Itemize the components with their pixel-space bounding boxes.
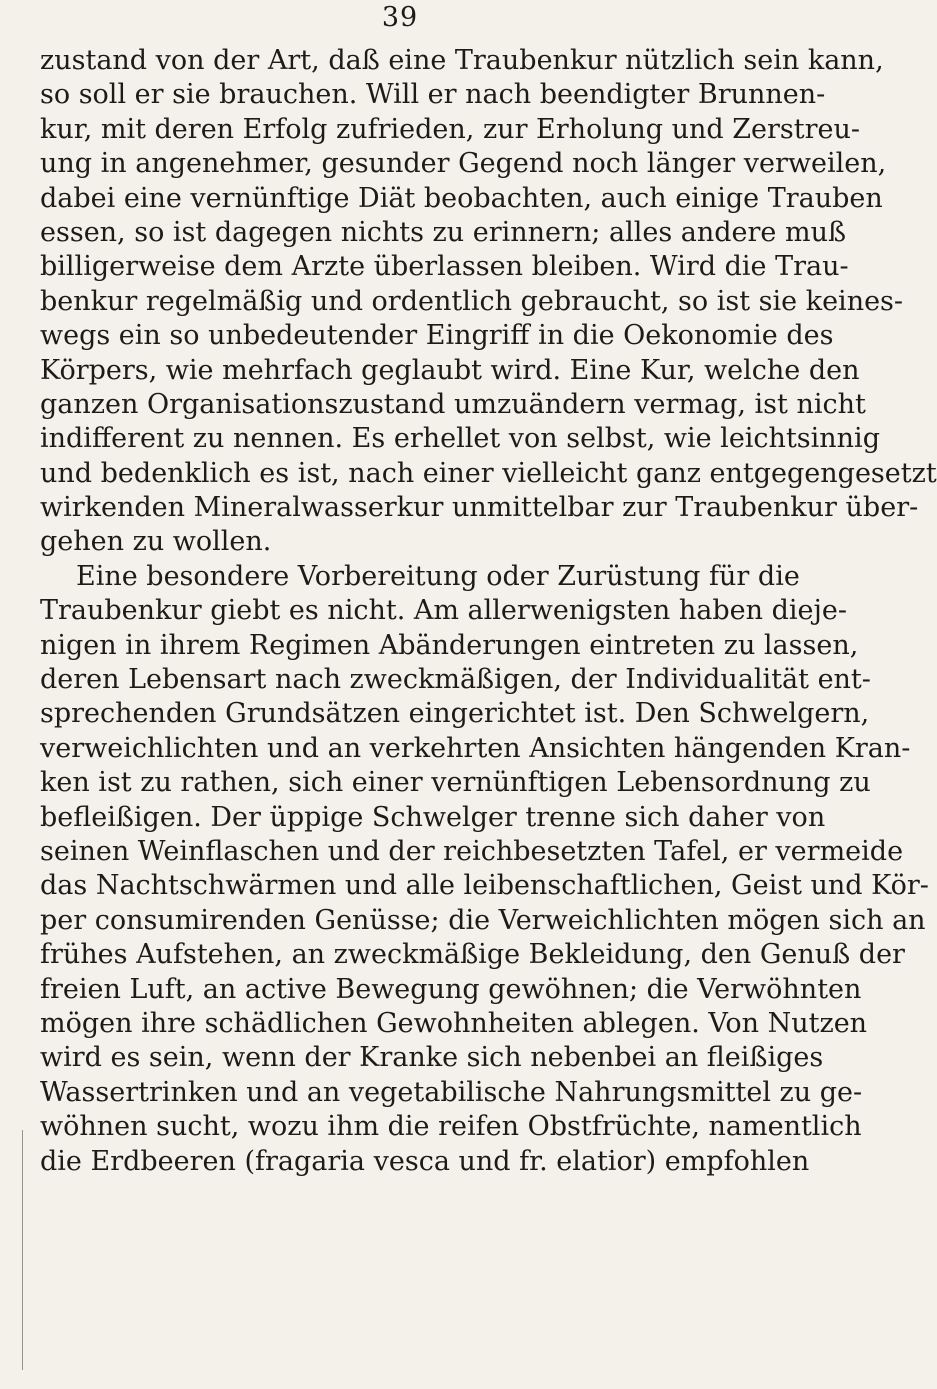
text-line: die Erdbeeren (fragaria vesca und fr. elatior) empfohlen: [40, 1145, 810, 1177]
text-line: Traubenkur giebt es nicht. Am allerwenigsten haben dieje-: [40, 595, 847, 627]
text-line: sprechenden Grundsätzen eingerichtet ist. Den Schwelgern,: [40, 698, 870, 730]
page-number: 39: [381, 2, 419, 33]
page-edge-line: [22, 1130, 23, 1370]
text-line: indifferent zu nennen. Es erhellet von selbst, wie leichtsinnig: [40, 423, 880, 455]
text-line: frühes Aufstehen, an zweckmäßige Bekleidung, den Genuß der: [40, 939, 905, 971]
text-line: per consumirenden Genüsse; die Verweichlichten mögen sich an: [40, 904, 926, 936]
text-line: so soll er sie brauchen. Will er nach beendigter Brunnen-: [40, 79, 826, 111]
text-line: dabei eine vernünftige Diät beobachten, auch einige Trauben: [40, 182, 883, 214]
text-line: ung in angenehmer, gesunder Gegend noch länger verweilen,: [40, 148, 887, 180]
text-line: ganzen Organisationszustand umzuändern vermag, ist nicht: [40, 388, 866, 420]
text-line: wird es sein, wenn der Kranke sich nebenbei an fleißiges: [40, 1042, 824, 1074]
paragraph-end-line: gehen zu wollen.: [40, 526, 272, 558]
text-line: wirkenden Mineralwasserkur unmittelbar zur Traubenkur über-: [40, 492, 919, 524]
text-line: das Nachtschwärmen und alle leibenschaftlichen, Geist und Kör-: [40, 870, 929, 902]
text-line: wöhnen sucht, wozu ihm die reifen Obstfrüchte, namentlich: [40, 1111, 862, 1143]
text-line: zustand von der Art, daß eine Traubenkur nützlich sein kann,: [40, 45, 884, 76]
text-line: essen, so ist dagegen nichts zu erinnern; alles andere muß: [40, 216, 847, 248]
text-line: mögen ihre schädlichen Gewohnheiten ablegen. Von Nutzen: [40, 1007, 868, 1039]
text-line: kur, mit deren Erfolg zufrieden, zur Erholung und Zerstreu-: [40, 113, 860, 145]
text-line: benkur regelmäßig und ordentlich gebraucht, so ist sie keines-: [40, 285, 904, 317]
text-line: verweichlichten und an verkehrten Ansichten hängenden Kran-: [40, 732, 911, 764]
text-line: und bedenklich es ist, nach einer vielleicht ganz entgegengesetzt: [40, 457, 937, 489]
text-line: Körpers, wie mehrfach geglaubt wird. Eine Kur, welche den: [40, 354, 860, 386]
body-text: [40, 44, 937, 1179]
text-line: befleißigen. Der üppige Schwelger trenne sich daher von: [40, 801, 826, 833]
text-line: seinen Weinflaschen und der reichbesetzten Tafel, er vermeide: [40, 835, 904, 867]
text-line: deren Lebensart nach zweckmäßigen, der Individualität ent-: [40, 664, 871, 696]
text-line: Wassertrinken und an vegetabilische Nahrungsmittel zu ge-: [40, 1076, 863, 1108]
text-line: wegs ein so unbedeutender Eingriff in die Oekonomie des: [40, 320, 834, 352]
text-line: ken ist zu rathen, sich einer vernünftigen Lebensordnung zu: [40, 767, 871, 799]
paragraph-start-line: Eine besondere Vorbereitung oder Zurüstung für die: [76, 560, 800, 592]
text-line: freien Luft, an active Bewegung gewöhnen; die Verwöhnten: [40, 973, 862, 1005]
text-line: billigerweise dem Arzte überlassen bleiben. Wird die Trau-: [40, 251, 849, 283]
text-line: nigen in ihrem Regimen Abänderungen eintreten zu lassen,: [40, 629, 859, 661]
